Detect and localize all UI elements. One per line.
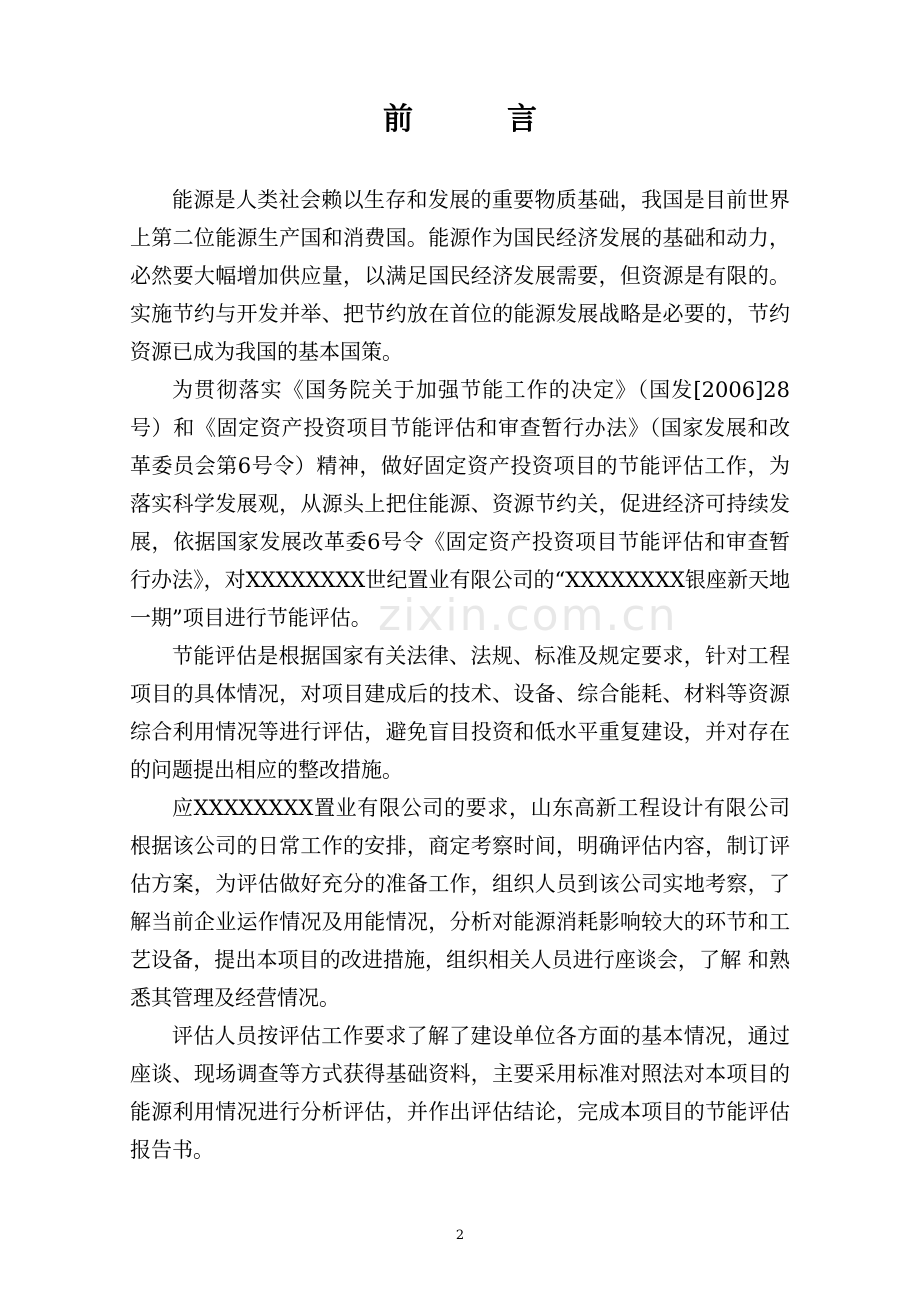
paragraph-4: 应XXXXXXXX置业有限公司的要求，山东高新工程设计有限公司根据该公司的日常工作的安排，商定考察时间，明确评估内容，制订评估方案，为评估做好充分的准备工作，组织人员到该公司实地考察，了解当前企业运作情况及用能情况，分析对能源消耗影响较大的环节和工艺设备，提出本项目的改进措施，组织相关人员进行座谈会，了解 和熟悉其管理及经营情况。 xyxy=(130,796,790,1010)
page-title: 前 言 xyxy=(383,102,569,137)
paragraph-3: 节能评估是根据国家有关法律、法规、标准及规定要求，针对工程项目的具体情况，对项目建成后的技术、设备、综合能耗、材料等资源综合利用情况等进行评估，避免盲目投资和低水平重复建设，并对存在的问题提出相应的整改措施。 xyxy=(130,644,790,782)
page-number: 2 xyxy=(455,1228,465,1243)
paragraph-2: 为贯彻落实《国务院关于加强节能工作的决定》（国发[2006]28号）和《固定资产投资项目节能评估和审查暂行办法》（国家发展和改革委员会第6号令）精神，做好固定资产投资项目的节能评估工作，为落实科学发展观，从源头上把住能源、资源节约关，促进经济可持续发展，依据国家发展改革委6号令《固定资产投资项目节能评估和审查暂行办法》，对XXXXXXXX世纪置业有限公司的“XXXXXXXX银座新天地一期”项目进行节能评估。 xyxy=(130,378,790,630)
watermark: zixin.com.cn xyxy=(378,590,678,641)
body-text xyxy=(130,181,790,1169)
paragraph-5: 评估人员按评估工作要求了解了建设单位各方面的基本情况，通过座谈、现场调查等方式获得基础资料，主要采用标准对照法对本项目的能源利用情况进行分析评估，并作出评估结论，完成本项目的节能评估报告书。 xyxy=(130,1024,790,1162)
paragraph-1: 能源是人类社会赖以生存和发展的重要物质基础，我国是目前世界上第二位能源生产国和消费国。能源作为国民经济发展的基础和动力，必然要大幅增加供应量，以满足国民经济发展需要，但资源是有限的。实施节约与开发并举、把节约放在首位的能源发展战略是必要的，节约资源已成为我国的基本国策。 xyxy=(130,188,790,364)
